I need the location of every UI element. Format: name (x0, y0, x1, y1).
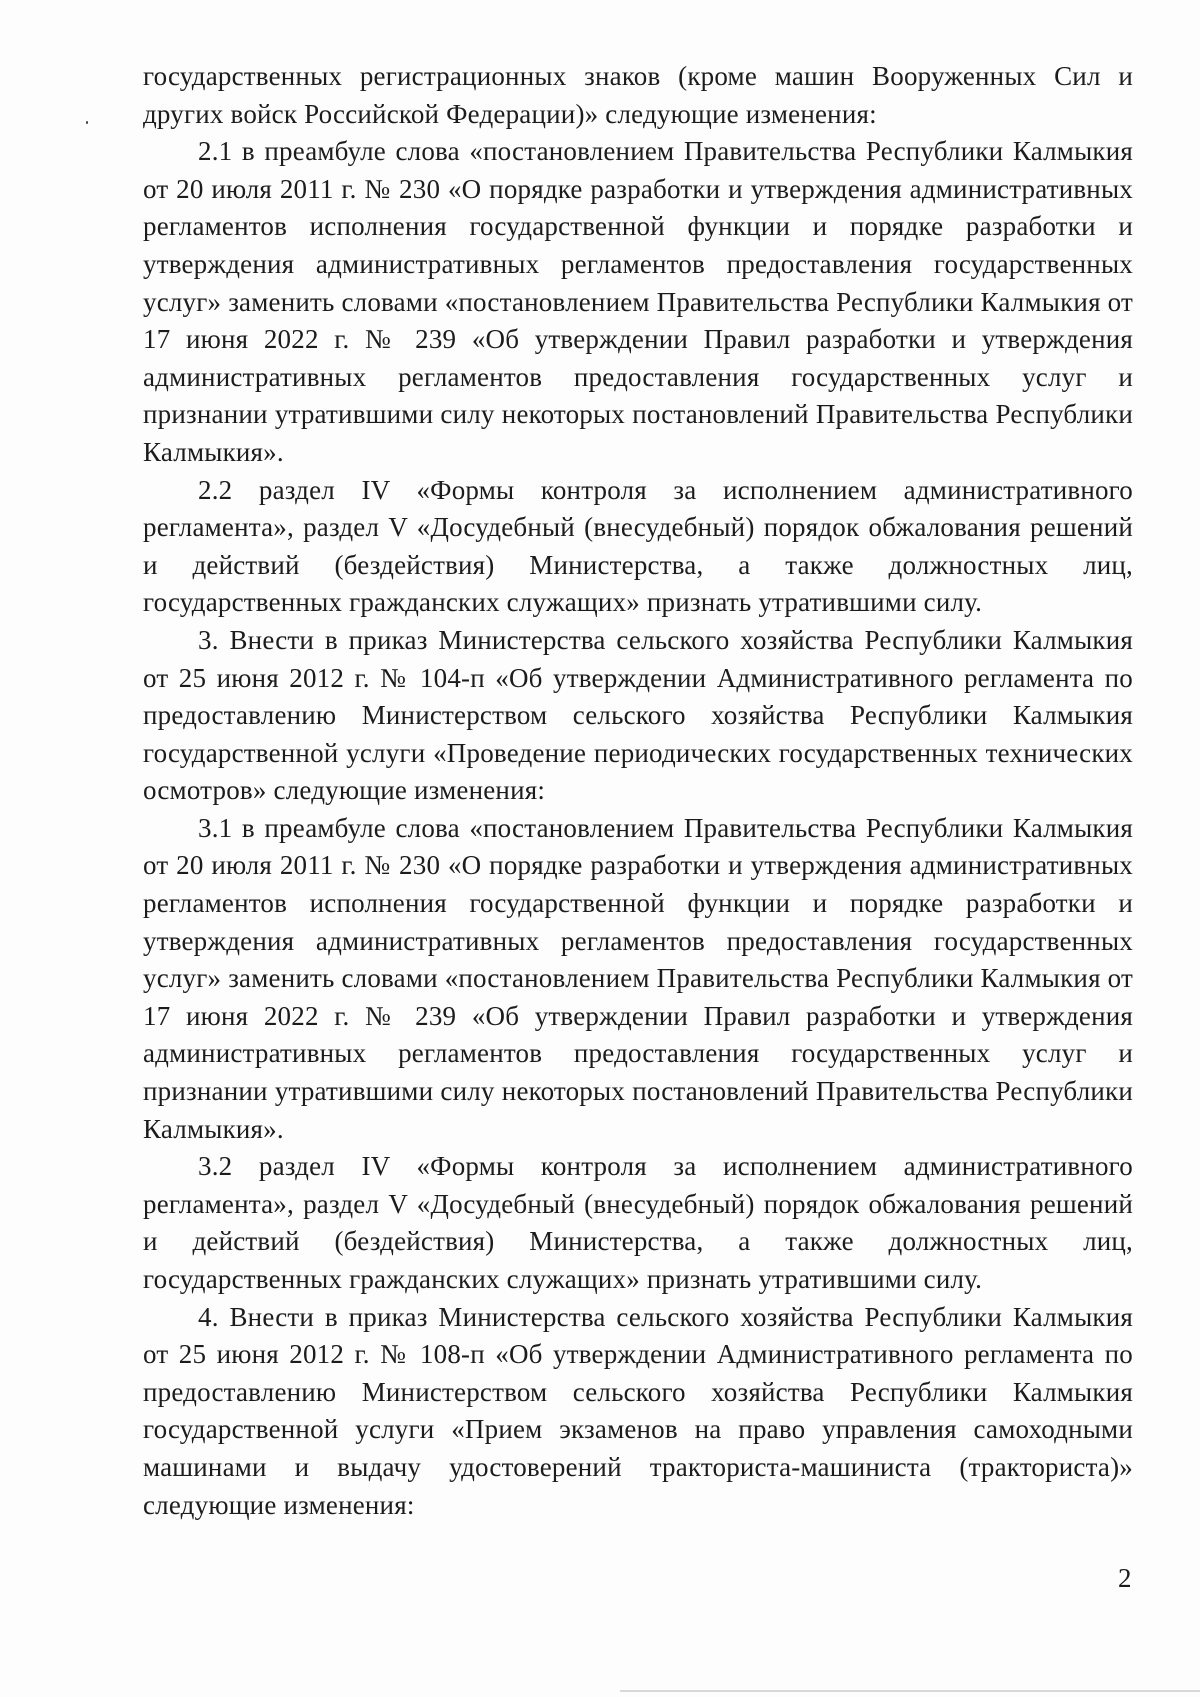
paragraph-3: 3. Внести в приказ Министерства сельского хозяйства Республики Калмыкия от 25 июня 2012 г. № 104-п «Об утверждении Административного регламента по предоставлению Министерством сельского хозяйства Республики Калмыкия государственной услуги «Проведение периодических государственных технических осмотров» следующие изменения: (143, 624, 1133, 806)
paragraph-3-1: 3.1 в преамбуле слова «постановлением Правительства Республики Калмыкия от 20 июля 2011 г. № 230 «О порядке разработки и утверждения административных регламентов исполнения государственной функции и порядке разработки и утверждения административных регламентов предоставления государственных услуг» заменить словами «постановлением Правительства Республики Калмыкия от 17 июня 2022 г. № 239 «Об утверждении Правил разработки и утверждения административных регламентов предоставления государственных услуг и признании утратившими силу некоторых постановлений Правительства Республики Калмыкия». (143, 812, 1133, 1144)
paragraph-2-2: 2.2 раздел IV «Формы контроля за исполнением административного регламента», раздел V «Досудебный (внесудебный) порядок обжалования решений и действий (бездействия) Министерства, а также должностных лиц, государственных гражданских служащих» признать утратившими силу. (143, 474, 1133, 618)
paragraph-continuation: государственных регистрационных знаков (кроме машин Вооруженных Сил и других войск Российской Федерации)» следующие изменения: (143, 61, 1133, 129)
paragraph-3-2: 3.2 раздел IV «Формы контроля за исполнением административного регламента», раздел V «Досудебный (внесудебный) порядок обжалования решений и действий (бездействия) Министерства, а также должностных лиц, государственных гражданских служащих» признать утратившими силу. (143, 1151, 1133, 1294)
scan-edge-line (620, 1690, 1200, 1692)
scan-speck (86, 121, 88, 124)
paragraph-2-1: 2.1 в преамбуле слова «постановлением Правительства Республики Калмыкия от 20 июля 2011 г. № 230 «О порядке разработки и утверждения административных регламентов исполнения государственной функции и порядке разработки и утверждения административных регламентов предоставления государственных услуг» заменить словами «постановлением Правительства Республики Калмыкия от 17 июня 2022 г. № 239 «Об утверждении Правил разработки и утверждения административных регламентов предоставления государственных услуг и признании утратившими силу некоторых постановлений Правительства Республики Калмыкия». (143, 136, 1133, 467)
document-body (143, 58, 1133, 1524)
page-number: 2 (1118, 1563, 1132, 1593)
paragraph-4: 4. Внести в приказ Министерства сельского хозяйства Республики Калмыкия от 25 июня 2012 г. № 108-п «Об утверждении Административного регламента по предоставлению Министерством сельского хозяйства Республики Калмыкия государственной услуги «Прием экзаменов на право управления самоходными машинами и выдачу удостоверений тракториста-машиниста (тракториста)» следующие изменения: (143, 1301, 1133, 1520)
